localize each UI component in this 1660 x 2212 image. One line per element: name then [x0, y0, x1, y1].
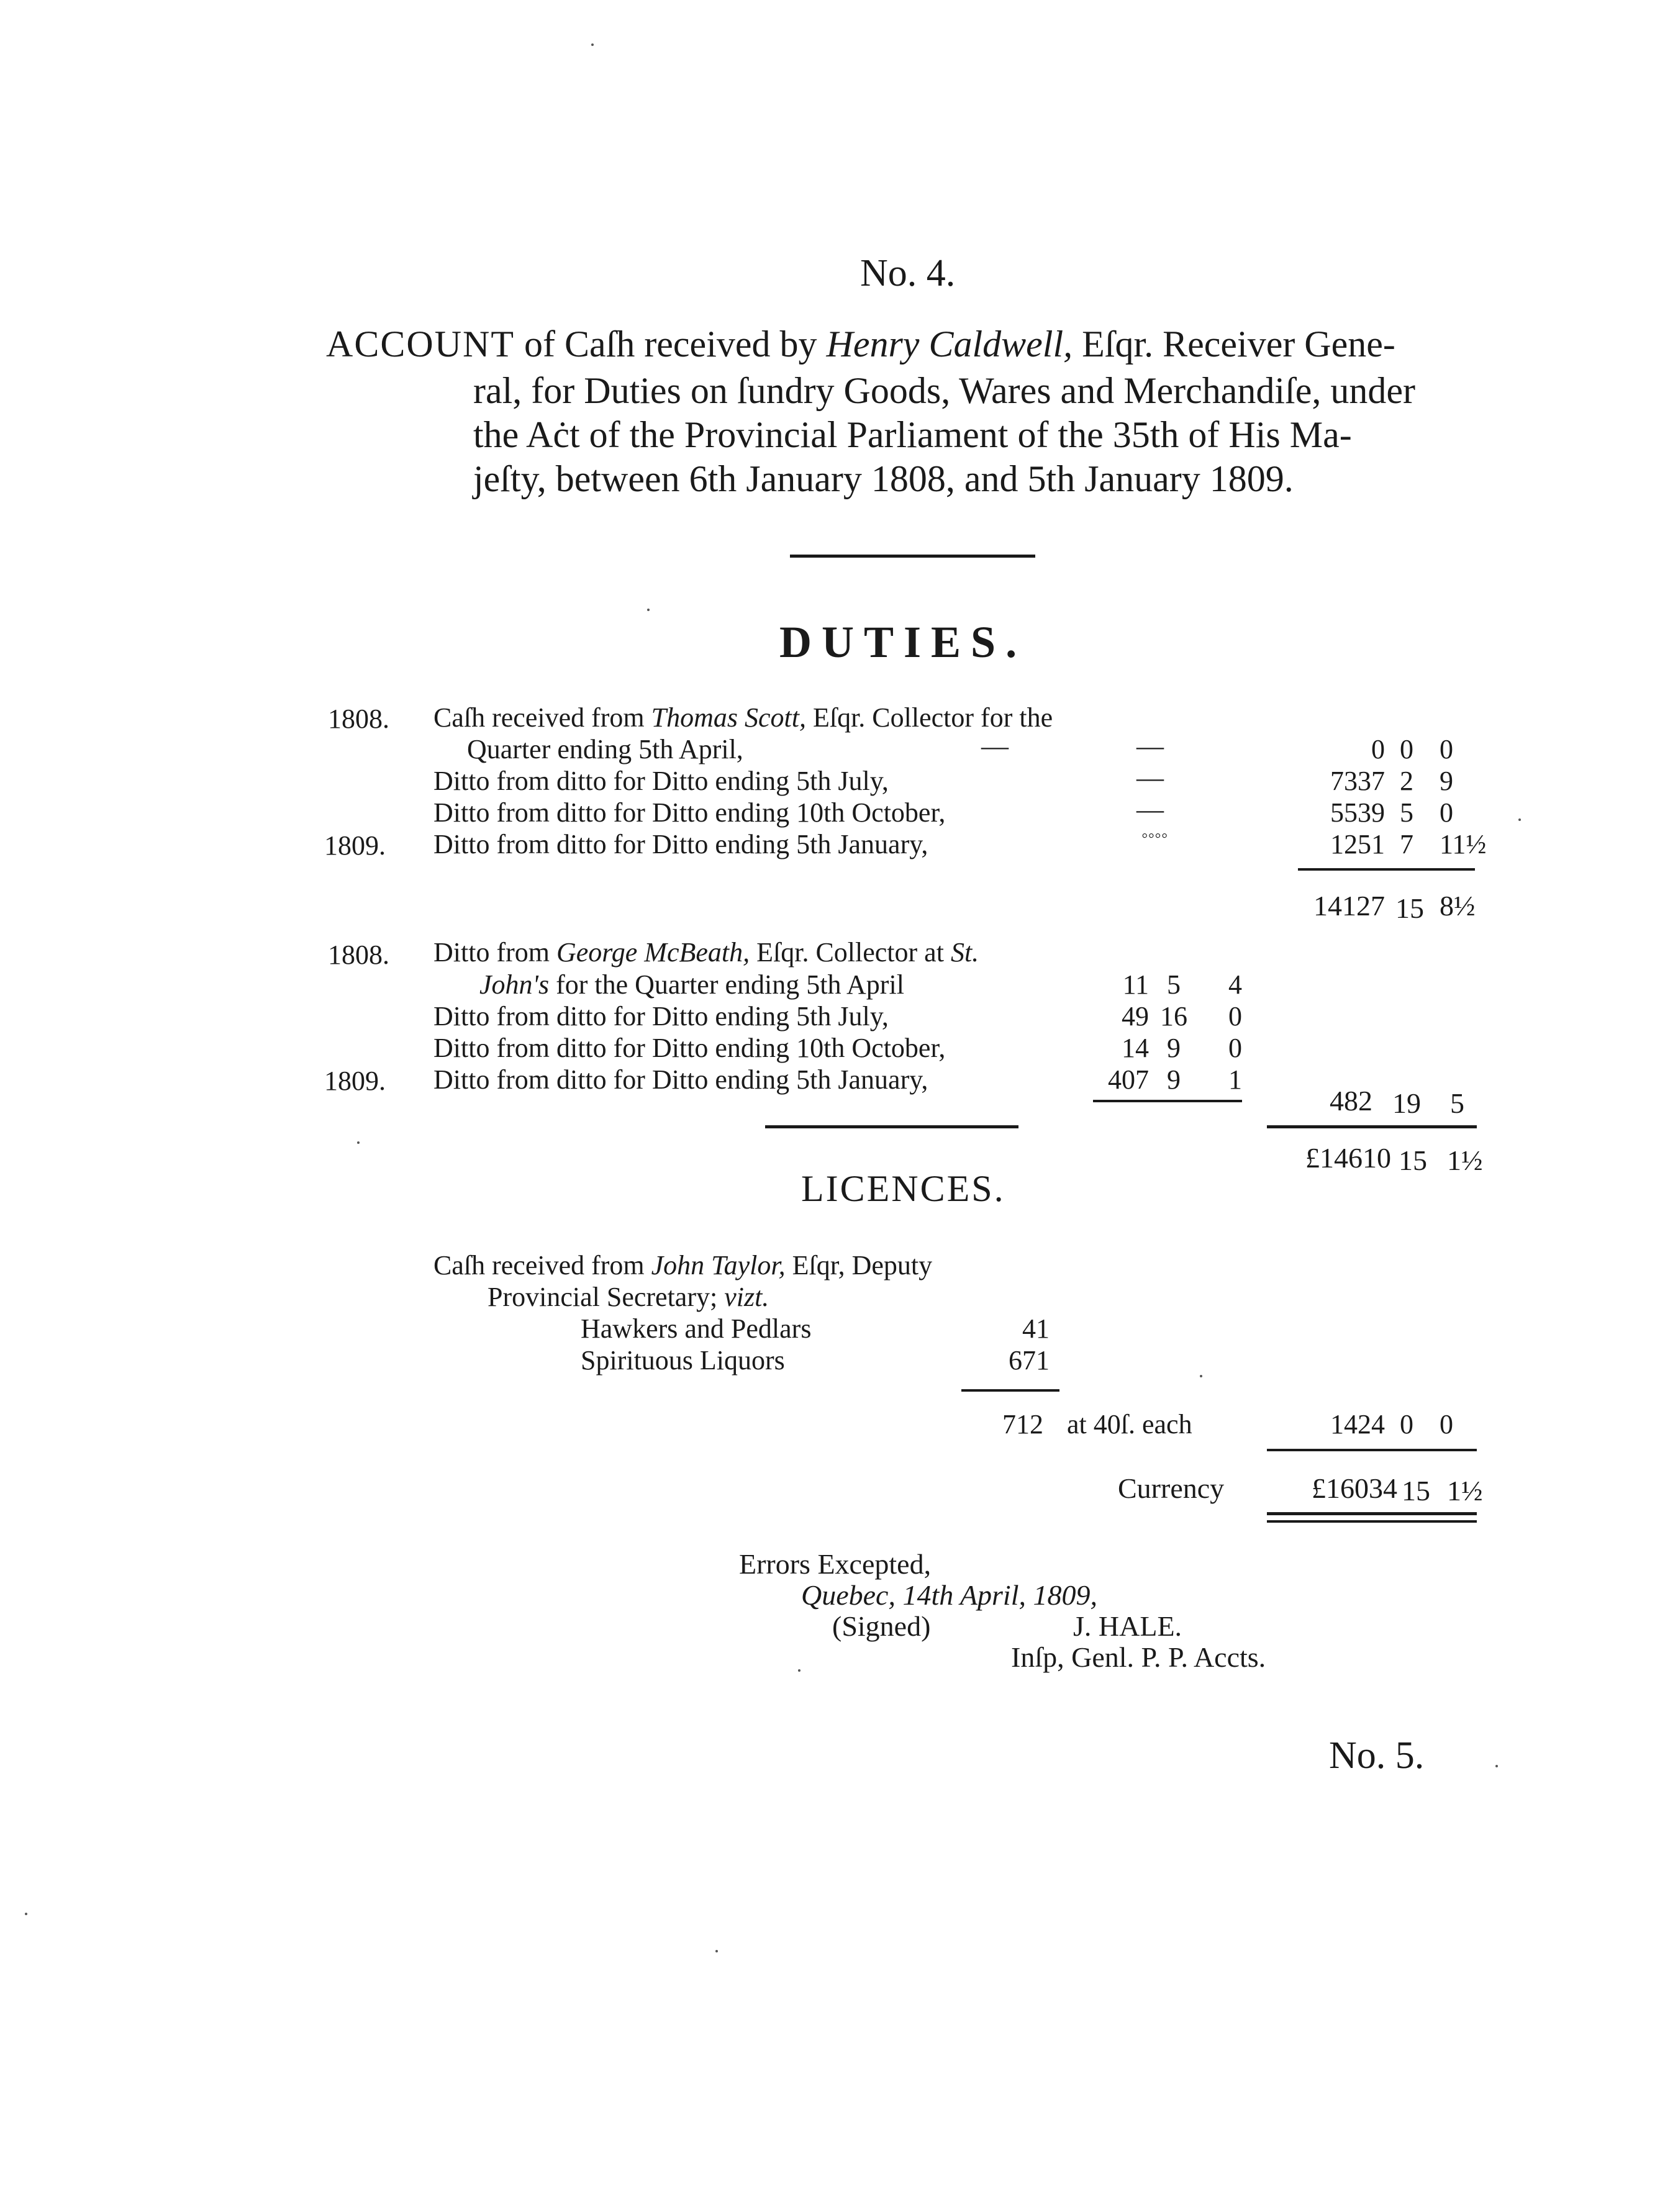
place-name: St.: [950, 937, 979, 968]
amount-pence: 0: [1440, 734, 1453, 764]
amount-shillings: 5: [1400, 797, 1413, 828]
amount-pounds: 407: [1108, 1064, 1149, 1095]
licence-amount-pounds: 1424: [1330, 1409, 1385, 1439]
dash-marker: —: [981, 731, 1009, 761]
subtotal-pounds: 482: [1330, 1085, 1372, 1117]
dash-marker: —: [1136, 794, 1164, 825]
licence-item-count: 671: [1009, 1345, 1050, 1376]
scan-speck: [798, 1669, 801, 1672]
entry-text: Caſh received from: [433, 1250, 645, 1281]
double-rule: [1267, 1512, 1477, 1515]
title-text: of Caſh received by: [524, 324, 817, 365]
amount-pence: 0: [1228, 1001, 1242, 1031]
mcbeath-line-5: Ditto from ditto for Ditto ending 5th January,: [433, 1064, 928, 1095]
subtotal-pounds: 14127: [1313, 890, 1385, 922]
entry-text: Caſh received from: [433, 702, 645, 733]
currency-total-pounds: £16034: [1312, 1472, 1397, 1504]
scan-speck: [591, 43, 594, 46]
amount-pounds: 0: [1371, 734, 1385, 764]
title-person-name: Henry Caldwell,: [826, 324, 1073, 365]
collector-name: Thomas Scott,: [651, 702, 806, 733]
subtotal-shillings: 15: [1395, 892, 1424, 924]
dash-marker: —: [1136, 763, 1164, 793]
entry-text: Eſqr. Collector for the: [812, 702, 1053, 733]
amount-shillings: 2: [1400, 766, 1413, 796]
amount-pounds: 1251: [1330, 829, 1385, 859]
licence-item-count: 41: [1022, 1313, 1050, 1344]
entry-text: vizt.: [724, 1282, 769, 1312]
subtotal-shillings: 19: [1392, 1087, 1421, 1119]
licence-total-count: 712: [1002, 1409, 1043, 1439]
amount-pence: 4: [1228, 969, 1242, 1000]
title-line-2: ral, for Duties on ſundry Goods, Wares and Merchandiſe, under: [473, 370, 1415, 411]
amount-pence: 0: [1440, 797, 1453, 828]
scott-line-1: [433, 702, 1053, 733]
grand-total-pence: 1½: [1447, 1145, 1483, 1176]
licence-rate: at 40ſ. each: [1067, 1409, 1192, 1439]
amount-pounds: 14: [1122, 1033, 1149, 1063]
entry-text: Ditto from: [433, 937, 550, 968]
licence-item-label: Hawkers and Pedlars: [581, 1313, 812, 1344]
errors-excepted: Errors Excepted,: [739, 1548, 932, 1580]
amount-shillings: 5: [1167, 969, 1181, 1000]
title-divider: [790, 555, 1035, 558]
title-line-1: [326, 323, 1395, 366]
dots-marker: ◦◦◦◦: [1141, 825, 1168, 846]
entry-text: Provincial Secretary;: [488, 1282, 718, 1312]
section-divider: [765, 1125, 1018, 1128]
amount-shillings: 0: [1400, 734, 1413, 764]
licences-line-2: [488, 1281, 769, 1313]
title-line-4: jeſty, between 6th January 1808, and 5th January 1809.: [473, 458, 1294, 499]
amount-pence: 0: [1228, 1033, 1242, 1063]
amount-shillings: 7: [1400, 829, 1413, 859]
mcbeath-line-2: [479, 969, 904, 1000]
subtotal-rule: [1093, 1100, 1242, 1102]
currency-total-pence: 1½: [1447, 1475, 1483, 1507]
entry-text: Eſqr, Deputy: [792, 1250, 933, 1281]
amount-pounds: 7337: [1330, 766, 1385, 796]
double-rule: [1267, 1520, 1477, 1523]
duties-heading: DUTIES.: [779, 617, 1027, 667]
scan-speck: [1518, 818, 1521, 821]
signatory-office: Inſp, Genl. P. P. Accts.: [1011, 1641, 1266, 1673]
year-label: 1809.: [324, 830, 386, 861]
title-account-word: ACCOUNT: [326, 324, 515, 365]
currency-total-shillings: 15: [1402, 1475, 1430, 1507]
collector-name: George McBeath,: [556, 937, 750, 968]
amount-shillings: 16: [1160, 1001, 1187, 1031]
scott-line-3: Ditto from ditto for Ditto ending 5th July,: [433, 766, 889, 796]
scan-speck: [715, 1950, 718, 1952]
place-name: John's: [479, 969, 550, 1000]
grand-total-pounds: £14610: [1305, 1142, 1391, 1174]
entry-text: for the Quarter ending 5th April: [556, 969, 904, 1000]
scan-speck: [25, 1913, 27, 1915]
mcbeath-line-1: [433, 936, 979, 968]
amount-pounds: 49: [1122, 1001, 1149, 1031]
total-rule: [1267, 1449, 1477, 1451]
scan-speck: [1200, 1375, 1202, 1377]
signed-label: (Signed): [832, 1610, 931, 1642]
scan-speck: [1495, 1765, 1498, 1767]
subtotal-pence: 5: [1450, 1087, 1464, 1119]
mcbeath-line-4: Ditto from ditto for Ditto ending 10th October,: [433, 1033, 946, 1063]
scan-speck: [647, 609, 650, 611]
amount-pounds: 11: [1122, 969, 1149, 1000]
deputy-name: John Taylor,: [651, 1250, 786, 1281]
subtotal-rule: [1298, 868, 1475, 871]
licence-item-label: Spirituous Liquors: [581, 1345, 785, 1376]
licences-heading: LICENCES.: [801, 1168, 1005, 1209]
dash-marker: —: [1136, 731, 1164, 761]
grand-total-shillings: 15: [1399, 1145, 1427, 1176]
document-number: No. 4.: [860, 252, 956, 294]
title-line-3: the Aċt of the Provincial Parliament of the 35th of His Ma-: [473, 414, 1352, 455]
year-label: 1808.: [328, 704, 389, 734]
amount-pence: 1: [1228, 1064, 1242, 1095]
licence-amount-pence: 0: [1440, 1409, 1453, 1439]
scan-speck: [357, 1141, 360, 1144]
title-text: Eſqr. Receiver Gene-: [1082, 324, 1395, 365]
entry-text: Eſqr. Collector at: [756, 937, 944, 968]
place-date: Quebec, 14th April, 1809,: [801, 1579, 1097, 1611]
amount-pence: 9: [1440, 766, 1453, 796]
year-label: 1808.: [328, 940, 389, 970]
licences-line-1: [433, 1249, 932, 1281]
licence-amount-shillings: 0: [1400, 1409, 1413, 1439]
amount-pence: 11½: [1440, 829, 1487, 859]
scott-line-5: Ditto from ditto for Ditto ending 5th January,: [433, 829, 928, 859]
signatory-name: J. HALE.: [1073, 1610, 1182, 1642]
scott-line-2: Quarter ending 5th April,: [467, 734, 743, 764]
amount-shillings: 9: [1167, 1064, 1181, 1095]
scott-line-4: Ditto from ditto for Ditto ending 10th October,: [433, 797, 946, 828]
mcbeath-line-3: Ditto from ditto for Ditto ending 5th July,: [433, 1001, 889, 1031]
currency-label: Currency: [1118, 1472, 1225, 1504]
year-label: 1809.: [324, 1066, 386, 1096]
amount-shillings: 9: [1167, 1033, 1181, 1063]
amount-pounds: 5539: [1330, 797, 1385, 828]
count-total-rule: [961, 1389, 1059, 1392]
subtotal-pence: 8½: [1440, 890, 1476, 922]
next-page-number: No. 5.: [1329, 1734, 1425, 1777]
total-rule: [1267, 1125, 1477, 1128]
